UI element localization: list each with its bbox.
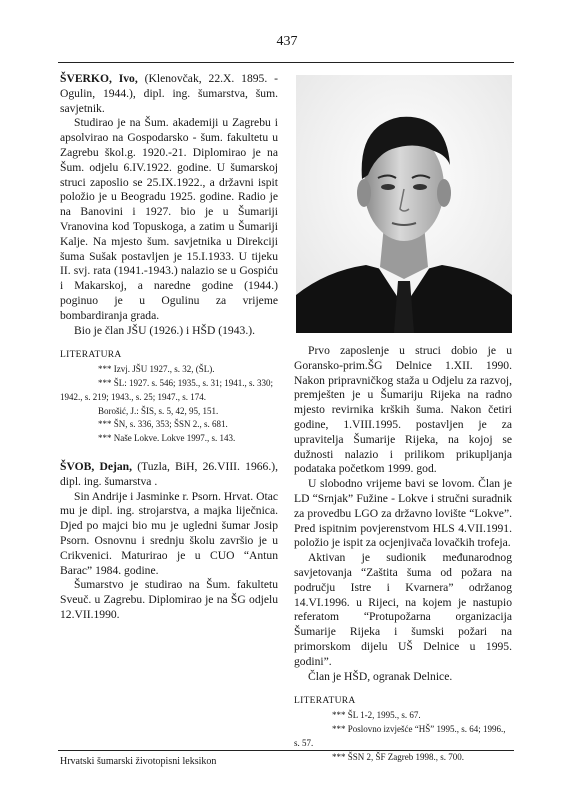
literature-item: *** ŠL: 1927. s. 546; 1935., s. 31; 1941., s. 330; 1942., s. 219; 1943., s. 25; 1947., s. 174.	[60, 377, 274, 402]
footer-rule	[58, 750, 514, 751]
literature-item: *** Naše Lokve. Lokve 1997., s. 143.	[98, 433, 236, 444]
entry-sverko-headword: ŠVERKO, Ivo,	[60, 72, 138, 85]
entry-svob-education: Šumarstvo je studirao na Šum. fakultetu Sveuč. u Zagrebu. Diplomirao je na ŠG odjelu 12.VII.1990.	[60, 578, 278, 621]
entry-sverko-biography: Studirao je na Šum. akademiji u Zagrebu i apsolvirao na Gospodarsko - šum. fakultetu u Zagrebu škol.g. 1920.-21. Diplomirao je na Šum. odjelu 6.IV.1922. godine. U šumarskoj struci zaposlio se 25.IX.1922., a državni ispit položio je u Beogradu 1925. godine. Radio je na Banovini i 1927. bio je u Šumariji Vranovina kod Topuskoga, a zatim u Šumariji Kalje. Na mjesto šum. savjetnika u Direkciji šuma Sušak postavljen je 15.I.1933. U tijeku II. svj. rata (1941.-1943.) nalazio se u Gospiću i Makarskoj, a naredne godine (1944.) poginuo je u Ogulinu za vrijeme bombardiranja grada.	[60, 116, 278, 322]
entry-sverko-intro	[60, 72, 278, 116]
entry-svob-intro	[60, 460, 278, 490]
entry-svob-dates: (Tuzla, BiH, 26.VIII. 1966.), dipl. ing. šumarstva .	[60, 459, 278, 488]
entry-svob-literature-heading: LITERATURA	[294, 696, 356, 707]
literature-item: *** Izvj. JŠU 1927., s. 32, (ŠL).	[98, 364, 215, 375]
footer-title: Hrvatski šumarski životopisni leksikon	[60, 756, 217, 767]
entry-svob-career: Prvo zaposlenje u struci dobio je u Goransko-prim.ŠG Delnice 1.XII. 1990. Nakon pripravničkog staža u Odjelu za razvoj, premješten je u Šumariju Rijeka na radno mjesto revirnika krških šuma. Nakon četiri godine, 1.VIII.1995. postavljen je za upravitelja Šumarije Rijeka, na kojoj se dužnosti nalazio i prilikom prikupljanja podataka početkom 1999. god.	[294, 344, 512, 476]
portrait-photo	[296, 75, 512, 333]
entry-sverko-literature-heading: LITERATURA	[60, 350, 122, 361]
page-number: 437	[276, 34, 298, 49]
literature-item: Borošić, J.: ŠIS, s. 5, 42, 95, 151.	[98, 405, 219, 416]
entry-svob-hunting: U slobodno vrijeme bavi se lovom. Član je LD “Srnjak” Fužine - Lokve i stručni suradnik za provedbu LGO za državno lovište “Lokve”. Pred ispitnim povjerenstvom HLS 4.VII.1991. položio je ispit za ocjenjivača lovačkih trofeja.	[294, 477, 512, 550]
literature-item: *** ŠSN 2, ŠF Zagreb 1998., s. 700.	[332, 751, 465, 762]
entry-svob-literature-list	[294, 709, 512, 764]
entry-sverko-membership: Bio je član JŠU (1926.) i HŠD (1943.).	[74, 323, 255, 337]
entry-svob-conference: Aktivan je sudionik međunarodnog savjetovanja “Zaštita šuma od požara na području Istre i Kvarnera” održanog 14.VI.1996. u Rijeci, na kojem je nastupio referatom “Protupožarna organizacija Šumarije Rijeka i šumski požari na primorskom dijelu UŠ Delnice u 1995. godini”.	[294, 551, 512, 668]
entry-svob-headword: ŠVOB, Dejan,	[60, 459, 132, 473]
entry-svob-membership: Član je HŠD, ogranak Delnice.	[308, 669, 453, 683]
right-column	[294, 344, 512, 764]
entry-svob-family: Sin Andrije i Jasminke r. Psorn. Hrvat. Otac mu je dipl. ing. strojarstva, a majka liječnica. Djed po majci bio mu je ugledni šumar Josip Psorn. Osnovnu i srednju školu završio je u Crikvenici. Maturirao je u CUO “Antun Barac” 1984. godine.	[60, 489, 278, 577]
header-rule	[58, 62, 514, 63]
entry-sverko-dates: (Klenovčak, 22.X. 1895. - Ogulin, 1944.), dipl. ing. šumarstva, šum. savjetnik.	[60, 72, 279, 115]
literature-item: *** Poslovno izvješće “HŠ” 1995., s. 64; 1996., s. 57.	[294, 723, 506, 748]
literature-item: *** ŠL 1-2, 1995., s. 67.	[332, 710, 421, 721]
left-column	[60, 72, 278, 623]
entry-sverko-literature-list	[60, 363, 278, 446]
literature-item: *** ŠN, s. 336, 353; ŠSN 2., s. 681.	[98, 419, 228, 430]
